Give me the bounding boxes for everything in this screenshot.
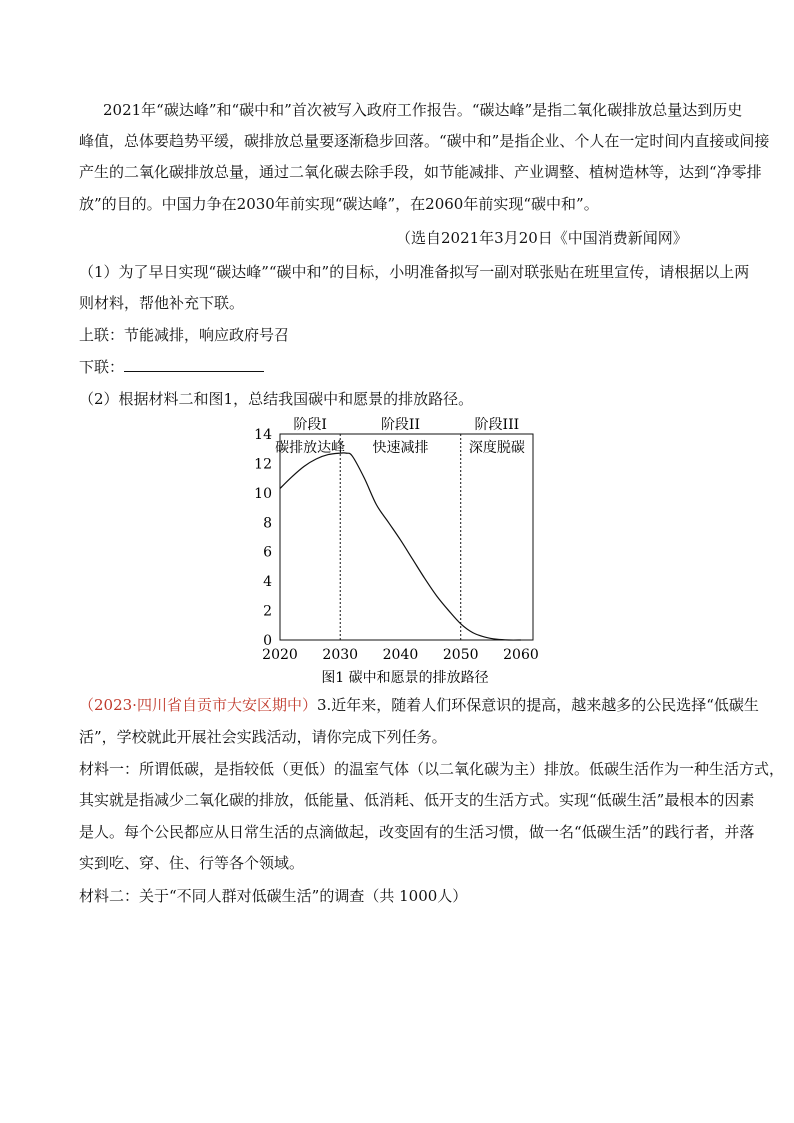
paragraph-line: 产生的二氧化碳排放总量，通过二氧化碳去除手段，如节能减排、产业调整、植树造林等，达到“净零排: [79, 163, 762, 181]
material-2-line: 材料二：关于“不同人群对低碳生活”的调查（共 1000人）: [79, 887, 468, 905]
emission-path-chart: [250, 410, 550, 690]
paragraph-line: 峰值，总体要趋势平缓，碳排放总量要逐渐稳步回落。“碳中和”是指企业、个人在一定时间内直接或间接: [79, 132, 770, 150]
x-tick-label: 2050: [442, 647, 479, 663]
question-1-line: （1）为了早日实现“碳达峰”“碳中和”的目标，小明准备拟写一副对联张贴在班里宣传，请根据以上两: [79, 263, 750, 281]
couplet-upper: 上联：节能减排，响应政府号召: [79, 326, 290, 344]
emission-curve: [280, 453, 521, 640]
question-3-intro: [79, 695, 759, 715]
source-tag: （2023·四川省自贡市大安区期中）: [79, 696, 317, 714]
y-tick-label: 14: [254, 427, 272, 443]
question-1-line: 则材料，帮他补充下联。: [79, 294, 245, 312]
y-tick-label: 0: [263, 633, 272, 649]
y-tick-label: 12: [254, 456, 272, 473]
y-tick-label: 6: [263, 544, 272, 561]
answer-blank[interactable]: [124, 357, 264, 372]
y-tick-label: 2: [263, 603, 272, 620]
stage-name: 碳排放达峰: [275, 440, 346, 456]
material-1-line: 材料一：所谓低碳，是指较低（更低）的温室气体（以二氧化碳为主）排放。低碳生活作为一种生活方式，: [79, 760, 785, 778]
paragraph-line: 放”的目的。中国力争在2030年前实现“碳达峰”，在2060年前实现“碳中和”。: [79, 195, 599, 213]
y-tick-label: 10: [254, 485, 272, 502]
material-1-line: 其实就是指减少二氧化碳的排放，低能量、低消耗、低开支的生活方式。实现“低碳生活”最根本的因素: [79, 791, 755, 809]
material-1-line: 是人。每个公民都应从日常生活的点滴做起，改变固有的生活习惯，做一名“低碳生活”的践行者，并落: [79, 823, 755, 841]
x-tick-label: 2030: [322, 647, 359, 663]
y-tick-label: 8: [263, 515, 272, 532]
y-tick-label: 4: [263, 574, 272, 591]
question-3-intro: 活”，学校就此开展社会实践活动，请你完成下列任务。: [79, 728, 447, 746]
couplet-lower-label: 下联：: [79, 358, 125, 376]
x-tick-label: 2020: [262, 647, 298, 663]
plot-frame: [280, 434, 533, 640]
x-tick-label: 2040: [382, 647, 419, 663]
stage-label: 阶段II: [380, 417, 421, 433]
chart-caption: 图1 碳中和愿景的排放路径: [321, 670, 489, 686]
question-2: （2）根据材料二和图1，总结我国碳中和愿景的排放路径。: [79, 390, 474, 408]
paragraph-line: 2021年“碳达峰”和“碳中和”首次被写入政府工作报告。“碳达峰”是指二氧化碳排放总量达到历史: [103, 101, 743, 119]
couplet-lower: [79, 357, 264, 377]
source-citation: （选自2021年3月20日《中国消费新闻网》: [396, 229, 688, 247]
x-tick-label: 2060: [503, 647, 539, 663]
stage-label: 阶段III: [474, 417, 520, 433]
material-1-line: 实到吃、穿、住、行等各个领域。: [79, 854, 305, 872]
stage-name: 深度脱碳: [468, 440, 525, 456]
stage-name: 快速减排: [372, 440, 429, 456]
stage-label: 阶段I: [293, 417, 327, 433]
question-3-text: 3.近年来，随着人们环保意识的提高，越来越多的公民选择“低碳生: [316, 696, 759, 714]
